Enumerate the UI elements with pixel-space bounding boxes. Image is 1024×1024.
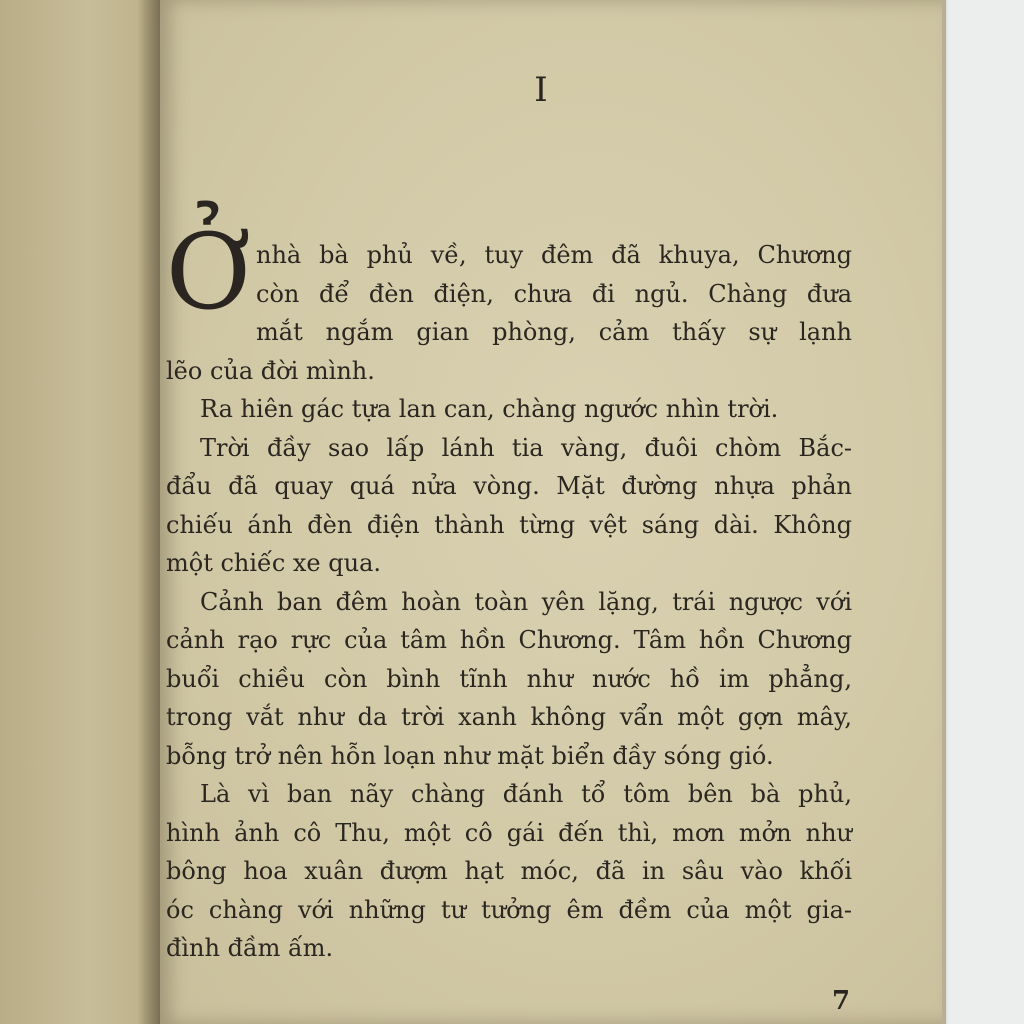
- text-line: hình ảnh cô Thu, một cô gái đến thì, mơn mởn như: [166, 818, 852, 847]
- page-number: 7: [832, 986, 851, 1016]
- text-line: mắt ngắm gian phòng, cảm thấy sự lạnh: [256, 318, 852, 346]
- text-line: óc chàng với những tư tưởng êm đềm của một gia-: [166, 895, 852, 924]
- body-text: [166, 236, 852, 968]
- text-line: cảnh rạo rực của tâm hồn Chương. Tâm hồn Chương: [166, 626, 852, 654]
- text-line: nhà bà phủ về, tuy đêm đã khuya, Chương: [256, 241, 852, 269]
- text-line: Trời đầy sao lấp lánh tia vàng, đuôi chòm Bắc-: [200, 433, 852, 462]
- text-line: còn để đèn điện, chưa đi ngủ. Chàng đưa: [256, 279, 852, 308]
- text-line: bỗng trở nên hỗn loạn như mặt biển đầy sóng gió.: [166, 741, 774, 770]
- text-line: đình đầm ấm.: [166, 934, 334, 962]
- text-line: trong vắt như da trời xanh không vẩn một gợn mây,: [166, 703, 852, 731]
- text-line: lẽo của đời mình.: [166, 356, 375, 385]
- text-line: chiếu ánh đèn điện thành từng vệt sáng dài. Không: [166, 510, 852, 539]
- text-line: buổi chiều còn bình tĩnh như nước hồ im phẳng,: [166, 664, 852, 693]
- left-page: [0, 0, 160, 1024]
- chapter-heading: I: [534, 70, 548, 110]
- text-line: đẩu đã quay quá nửa vòng. Mặt đường nhựa phản: [166, 472, 852, 500]
- page-edge: [942, 0, 946, 1024]
- text-line: Cảnh ban đêm hoàn toàn yên lặng, trái ngược với: [200, 587, 852, 616]
- text-line: Là vì ban nãy chàng đánh tổ tôm bên bà phủ,: [200, 780, 852, 808]
- book-spine: [138, 0, 160, 1024]
- text-line: bông hoa xuân đượm hạt móc, đã in sâu vào khối: [166, 857, 852, 885]
- drop-cap: Ở: [166, 211, 252, 333]
- text-line: Ra hiên gác tựa lan can, chàng ngước nhìn trời.: [200, 395, 779, 423]
- text-line: một chiếc xe qua.: [166, 549, 382, 577]
